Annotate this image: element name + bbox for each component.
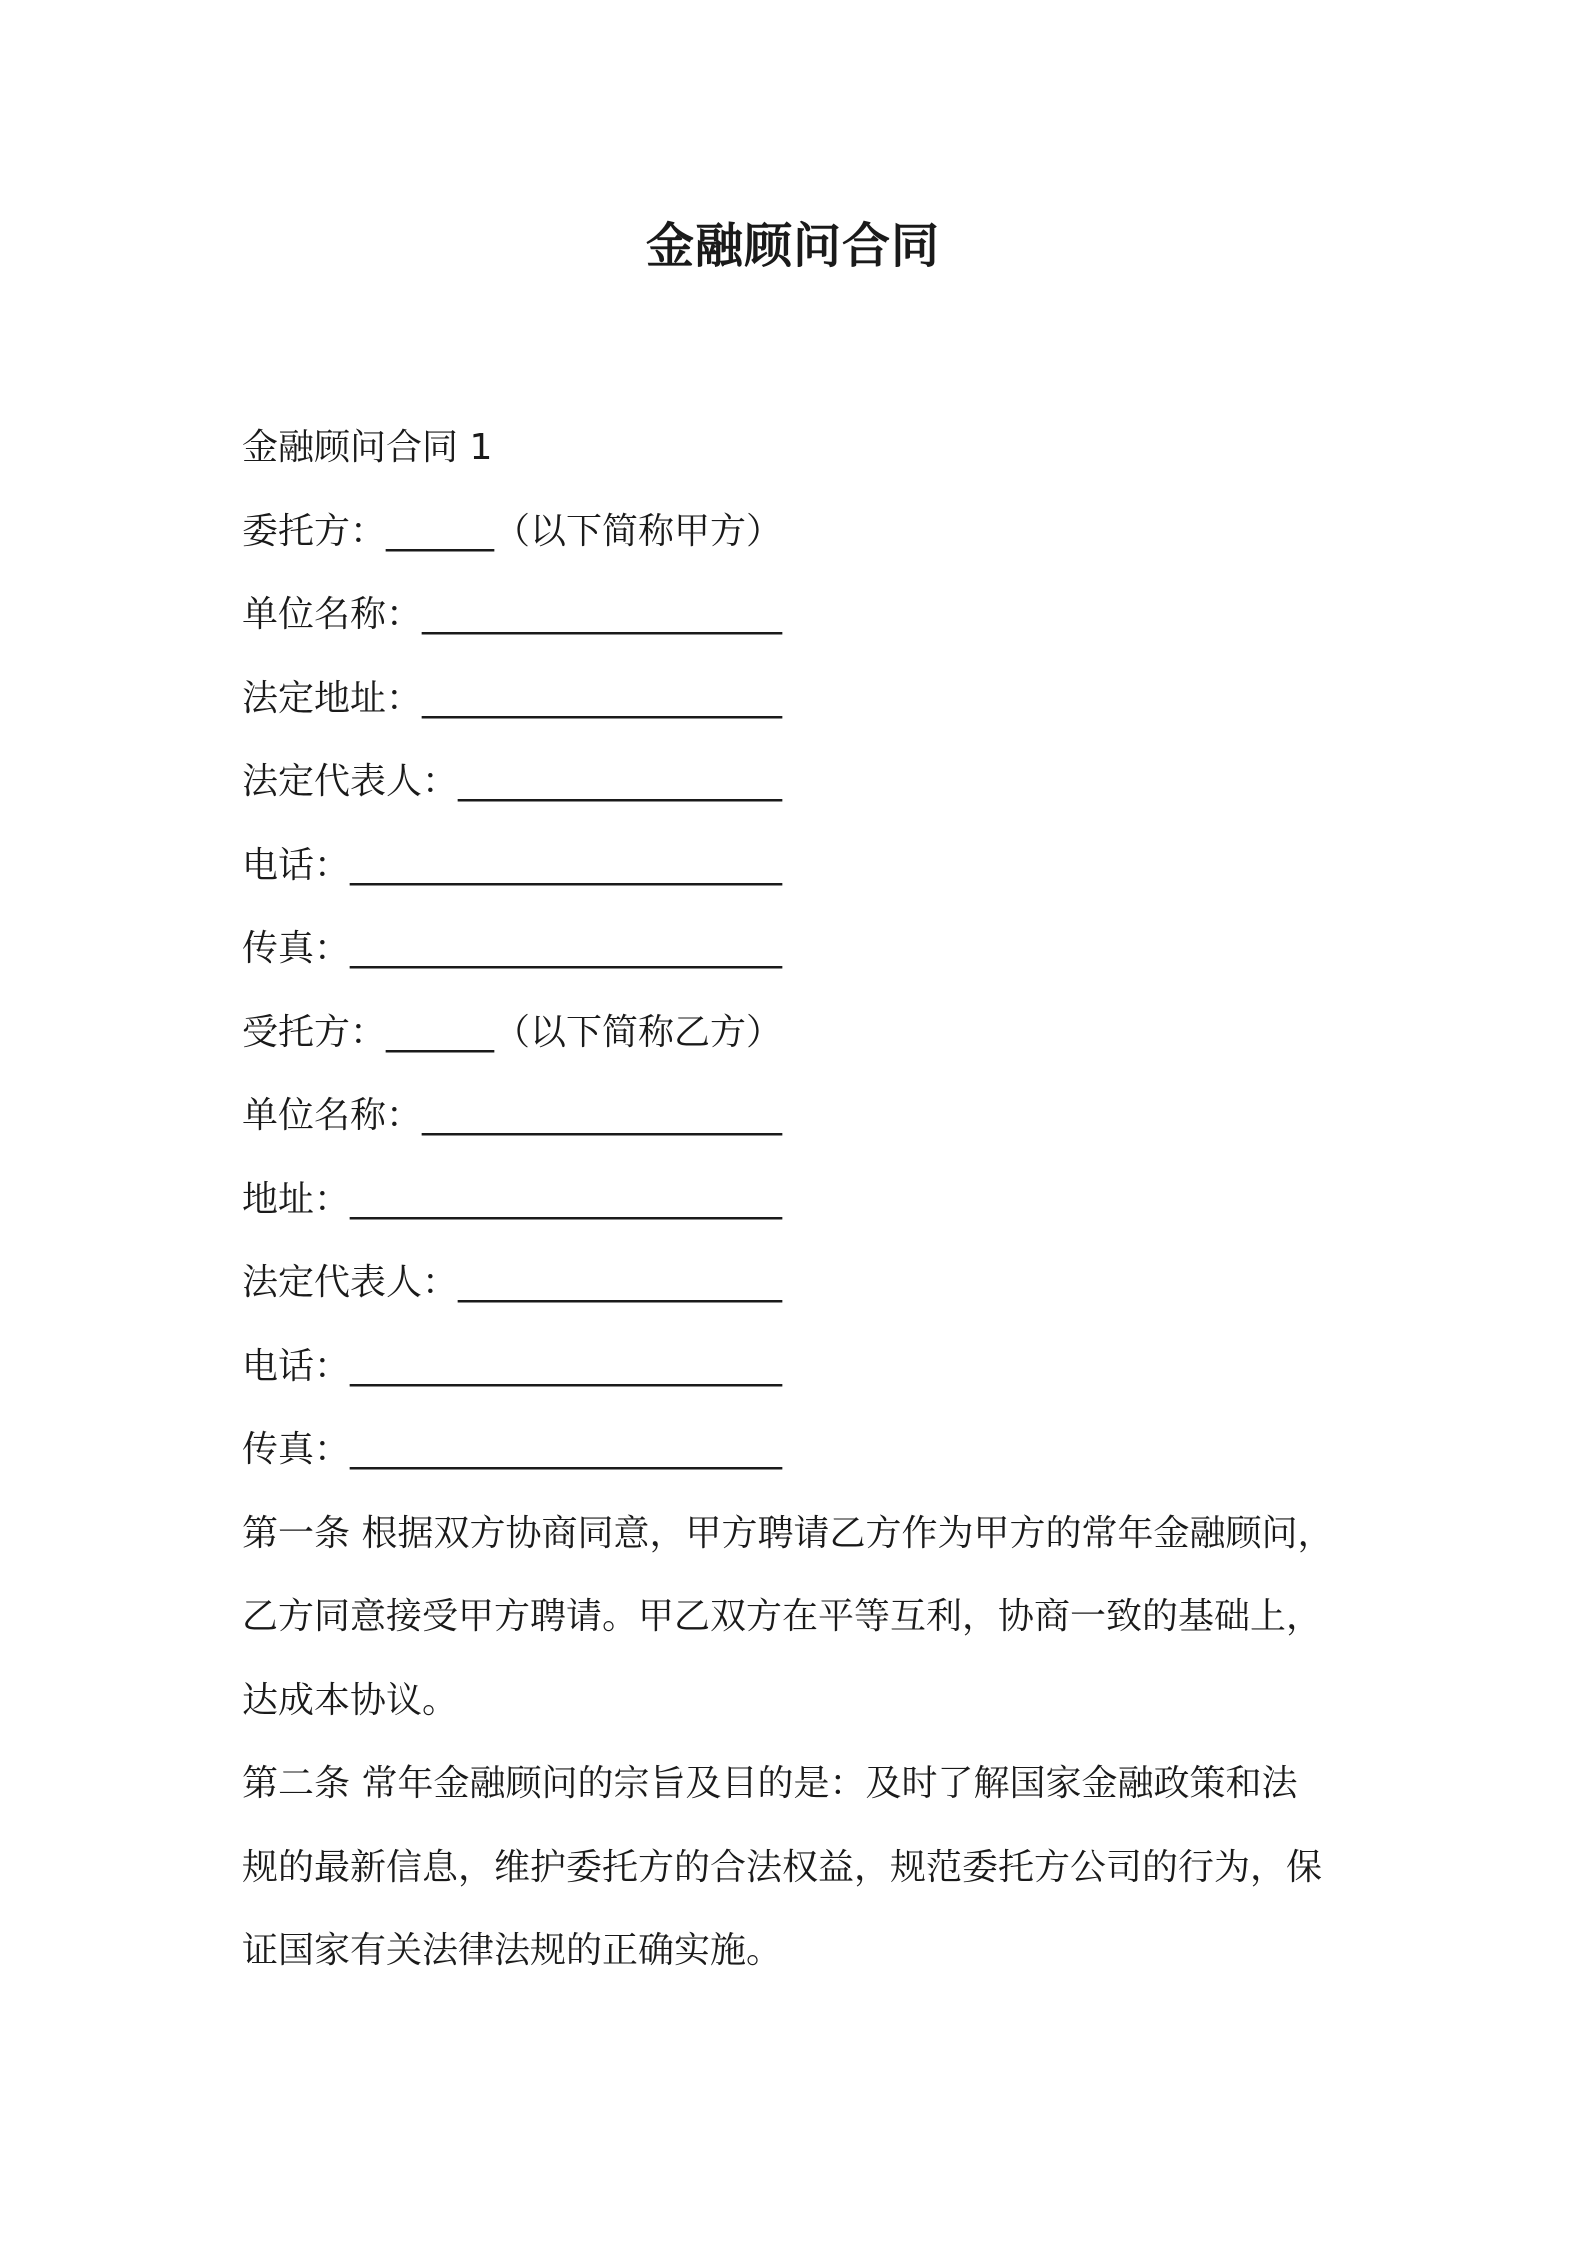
client-legal-rep-line: 法定代表人：__________________ <box>242 761 783 802</box>
trustee-address-line: 地址：________________________ <box>242 1178 783 1220</box>
article-1-line: 第一条 根据双方协商同意，甲方聘请乙方作为甲方的常年金融顾问， <box>242 1512 1334 1554</box>
document-body <box>242 406 1392 1993</box>
contract-subtitle: 金融顾问合同 1 <box>242 427 493 468</box>
trustee-fax-line: 传真：________________________ <box>242 1429 783 1470</box>
trustee-company-name-line: 单位名称：____________________ <box>242 1095 783 1136</box>
trustee-legal-rep-line: 法定代表人：__________________ <box>242 1262 783 1303</box>
trustee-party-line: 受托方：______（以下简称乙方） <box>242 1011 783 1053</box>
article-1 <box>242 1492 1392 1743</box>
client-fax-line: 传真：________________________ <box>242 928 783 969</box>
trustee-phone-line: 电话：________________________ <box>242 1345 783 1387</box>
article-1-line: 乙方同意接受甲方聘请。甲乙双方在平等互利，协商一致的基础上， <box>242 1596 1323 1637</box>
client-legal-address-line: 法定地址：____________________ <box>242 677 783 719</box>
document-title: 金融顾问合同 <box>645 218 940 274</box>
article-2 <box>242 1742 1392 1993</box>
article-2-line: 第二条 常年金融顾问的宗旨及目的是：及时了解国家金融政策和法 <box>242 1763 1298 1804</box>
article-2-line: 规的最新信息，维护委托方的合法权益，规范委托方公司的行为，保 <box>242 1846 1323 1888</box>
client-phone-line: 电话：________________________ <box>242 844 783 886</box>
client-party-line: 委托方：______（以下简称甲方） <box>242 510 783 552</box>
client-company-name-line: 单位名称：____________________ <box>242 594 783 635</box>
article-1-line: 达成本协议。 <box>242 1679 459 1721</box>
article-2-line: 证国家有关法律法规的正确实施。 <box>242 1930 783 1971</box>
